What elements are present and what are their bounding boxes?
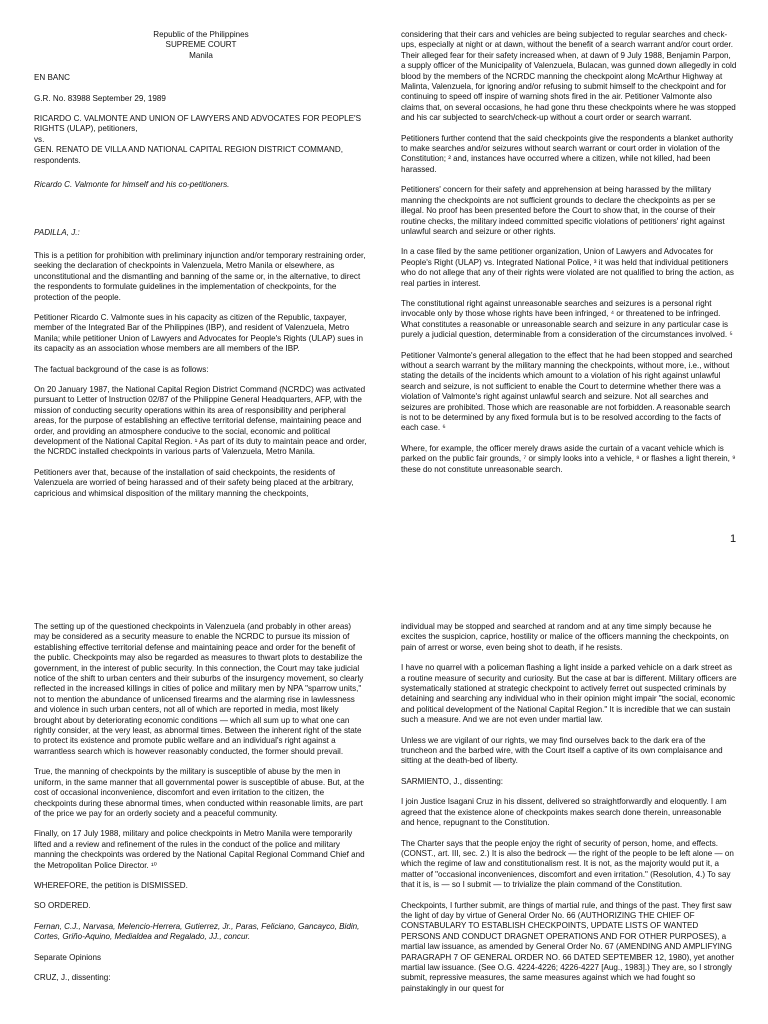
paragraph: The constitutional right against unreasonable searches and seizures is a personal right invocable only by those whose rights have been infringed, ⁴ or threatened to be infringed. What constitutes a reasonable or unreasonable search and seizure in any particular case is purely a judicial question, determinable from a consideration of the circumstances involved. ⁵ [401,298,733,340]
paragraph: Petitioners aver that, because of the installation of said checkpoints, the residents of Valenzuela are worried of being harassed and of their safety being placed at the arbitrary, capricious and whimsical disposition of the military manning the checkpoints, [34,467,354,498]
petitioners: RICARDO C. VALMONTE AND UNION OF LAWYERS AND ADVOCATES FOR PEOPLE'S RIGHTS (ULAP), petitioners, [34,114,362,134]
court-header [34,30,368,61]
paragraph: True, the manning of checkpoints by the military is susceptible of abuse by the men in uniform, in the same manner that all governmental power is susceptible of abuse. But, at the cost of occasional inconvenience, discomfort and even irritation to the citizen, the checkpoints during these abnormal times, when conducted within reasonable limits, are part of the price we pay for an orderly society and a peaceful community. [34,767,365,818]
case-number: G.R. No. 83988 September 29, 1989 [34,93,166,103]
page-2-right-column [401,622,737,1004]
versus: vs. [34,134,45,144]
concurring-justices: Fernan, C.J., Narvasa, Melencio-Herrera, Gutierrez, Jr., Paras, Feliciano, Gancayco, Bidin, Cortes, Griño-Aquino, Medialdea and Regalado, JJ., concur. [34,921,360,942]
document-page-2 [0,594,768,1024]
page-gap [0,560,768,594]
page-1-right-column [401,30,737,485]
paragraph: The factual background of the case is as follows: [34,364,209,374]
paragraph: Petitioners further contend that the said checkpoints give the respondents a blanket authority to make searches and/or seizures without search warrant or court order in violation of the Constitution; ² and, instances have occurred where a citizen, while not killed, had been harassed. [401,133,734,174]
paragraph: Petitioner Valmonte's general allegation to the effect that he had been stopped and searched without a search warrant by the military manning the checkpoints, without more, i.e., without stating the details of the incidents which amount to a violation of his right against unlawful search and seizure, is not sufficient to enable the Court to determine whether there was a violation of Valmonte's right against unlawful search and seizure. Not all searches and seizures are prohibited. Those which are reasonable are not forbidden. A reasonable search is not to be determined by any fixed formula but is to be resolved according to the facts of each case. ⁶ [401,350,733,433]
paragraph: individual may be stopped and searched at random and at any time simply because he excites the suspicion, caprice, hostility or malice of the officers manning the checkpoints, on pain of arrest or worse, even being shot to death, if he resists. [401,622,729,652]
disposition: WHEREFORE, the petition is DISMISSED. [34,880,188,890]
paragraph: I join Justice Isagani Cruz in his dissent, delivered so straightforwardly and eloquently. I am agreed that the existence alone of checkpoints makes search done therein, unreasonable and hence, repugnant to the Constitution. [401,797,727,828]
paragraph: In a case filed by the same petitioner organization, Union of Lawyers and Advocates for People's Right (ULAP) vs. Integrated National Police, ³ it was held that individual petitioners who do not allege that any of their rights were violated are not qualified to bring the action, as real parties in interest. [401,247,734,288]
header-republic: Republic of the Philippines [153,30,249,39]
so-ordered: SO ORDERED. [34,901,91,911]
paragraph: considering that their cars and vehicles are being subjected to regular searches and check-ups, especially at night or at dawn, without the benefit of a search warrant and/or court order. Their alleged fear for their safety increased when, at dawn of 9 July 1988, Benjamin Parpon, a supply officer of the Municipality of Valenzuela, Bulacan, was gunned down allegedly in cold blood by the members of the NCRDC manning the checkpoint along McArthur Highway at Malinta, Valenzuela, for ignoring and/or refusing to submit himself to the checkpoint and for continuing to speed off inspire of warning shots fired in the air. Petitioner Valmonte also claims that, on several occasions, he had gone thru these checkpoints where he was stopped and his car subjected to search/check-up without a court order or search warrant. [401,30,737,123]
en-banc-label: EN BANC [34,73,70,83]
counsel-line: Ricardo C. Valmonte for himself and his co-petitioners. [34,180,230,190]
paragraph: This is a petition for prohibition with preliminary injunction and/or temporary restraining order, seeking the declaration of checkpoints in Valenzuela, Metro Manila or elsewhere, as unconstitutional and the dismantling and banning of the same or, in the alternative, to direct the respondents to formulate guidelines in the implementation of checkpoints, for the protection of the people. [34,250,366,302]
ponente: PADILLA, J.: [34,228,80,238]
header-manila: Manila [189,50,213,60]
paragraph: On 20 January 1987, the National Capital Region District Command (NCRDC) was activated pursuant to Letter of Instruction 02/87 of the Philippine General Headquarters, AFP, with the mission of conducting security operations within its area of responsibility and peripheral areas, for the purpose of establishing an effective territorial defense, maintaining peace and order, and providing an atmosphere conducive to the social, economic and political development of the National Capital Region. ¹ As part of its duty to maintain peace and order, the NCRDC installed checkpoints in various parts of Valenzuela, Metro Manila. [34,384,367,457]
page-2-left-column [34,622,368,993]
paragraph: Finally, on 17 July 1988, military and police checkpoints in Metro Manila were temporarily lifted and a review and refinement of the rules in the conduct of the police and military manning the checkpoints was ordered by the National Capital Regional Command Chief and the Metropolitan Police Director. ¹⁰ [34,829,365,870]
paragraph: The setting up of the questioned checkpoints in Valenzuela (and probably in other areas) may be considered as a security measure to enable the NCRDC to pursue its mission of establishing effective territorial defense and maintaining peace and order for the benefit of the public. Checkpoints may also be regarded as measures to thwart plots to destabilize the government, in the interest of public security. In this connection, the Court may take judicial notice of the shift to urban centers and their suburbs of the insurgency movement, so clearly reflected in the increased killings in cities of police and military men by NPA "sparrow units," not to mention the abundance of unlicensed firearms and the alarming rise in lawlessness and violence in such urban centers, not all of which are reported in media, most likely brought about by deteriorating economic conditions — which all sum up to what one can rightly consider, at the very least, as abnormal times. Between the inherent right of the state to protect its existence and promote public welfare and an individual's right against a warrantless search which is however reasonably conducted, the former should prevail. [34,622,364,756]
paragraph: The Charter says that the people enjoy the right of security of person, home, and effects. (CONST., art. III, sec. 2.) It is also the bedrock — the right of the people to be left alone — on which the regime of law and constitutionalism rest. It is not, as the majority would put it, a matter of "occasional inconveniences, discomfort and even irritation." (Resolution, 4.) To say that it is, is — so I submit — to trivialize the plain command of the Constitution. [401,838,734,890]
page-1-left-column [34,30,368,509]
paragraph: Petitioner Ricardo C. Valmonte sues in his capacity as citizen of the Republic, taxpayer, member of the Integrated Bar of the Philippines (IBP), and resident of Valenzuela, Metro Manila; while petitioner Union of Lawyers and Advocates for People's Rights (ULAP) sues in its capacity as an association whose members are all members of the IBP. [34,312,364,354]
page-number: 1 [730,533,737,545]
sarmiento-dissent-heading: SARMIENTO, J., dissenting: [401,776,503,786]
cruz-dissent-heading: CRUZ, J., dissenting: [34,972,111,982]
separate-opinions-heading: Separate Opinions [34,952,102,962]
header-supreme-court: SUPREME COURT [165,40,237,50]
paragraph: Checkpoints, I further submit, are things of martial rule, and things of the past. They first saw the light of day by virtue of General Order No. 66 (AUTHORIZING THE CHIEF OF CONSTABULARY TO ESTABLISH CHECKPOINTS, UPDATE LISTS OF WANTED PERSONS AND CONDUCT DRAGNET OPERATIONS AND FOR OTHER PURPOSES), a martial law issuance, as amended by General Order No. 67 (AMENDING AND AMPLIFYING PARAGRAPH 7 OF GENERAL ORDER NO. 66 DATED SEPTEMBER 12, 1980), yet another martial law issuance. (See O.G. 4224-4226; 4226-4227 [Aug., 1983].) They are, so I strongly submit, repressive measures, the same measures against which we had fought so painstakingly in our quest for [401,900,735,993]
respondents: GEN. RENATO DE VILLA AND NATIONAL CAPITAL REGION DISTRICT COMMAND, respondents. [34,145,343,165]
paragraph: Petitioners' concern for their safety and apprehension at being harassed by the military manning the checkpoints are not sufficient grounds to declare the checkpoints as per se illegal. No proof has been presented before the Court to show that, in the course of their routine checks, the military indeed committed specific violations of petitioners' right against unlawful search and seizure or other rights. [401,185,725,236]
paragraph: Where, for example, the officer merely draws aside the curtain of a vacant vehicle which is parked on the public fair grounds, ⁷ or simply looks into a vehicle, ⁸ or flashes a light therein, ⁹ these do not constitute unreasonable search. [401,443,736,474]
paragraph: Unless we are vigilant of our rights, we may find ourselves back to the dark era of the truncheon and the barbed wire, with the Court itself a captive of its own complaisance and sitting at the death-bed of liberty. [401,735,723,766]
paragraph: I have no quarrel with a policeman flashing a light inside a parked vehicle on a dark street as a routine measure of security and curiosity. But the case at bar is different. Military officers are systematically stationed at strategic checkpoint to actively ferret out suspected criminals by detaining and searching any individual who in their opinion might impair "the social, economic and political development of the National Capital Region." It is incredible that we can sustain such a measure. And we are not even under martial law. [401,663,737,725]
